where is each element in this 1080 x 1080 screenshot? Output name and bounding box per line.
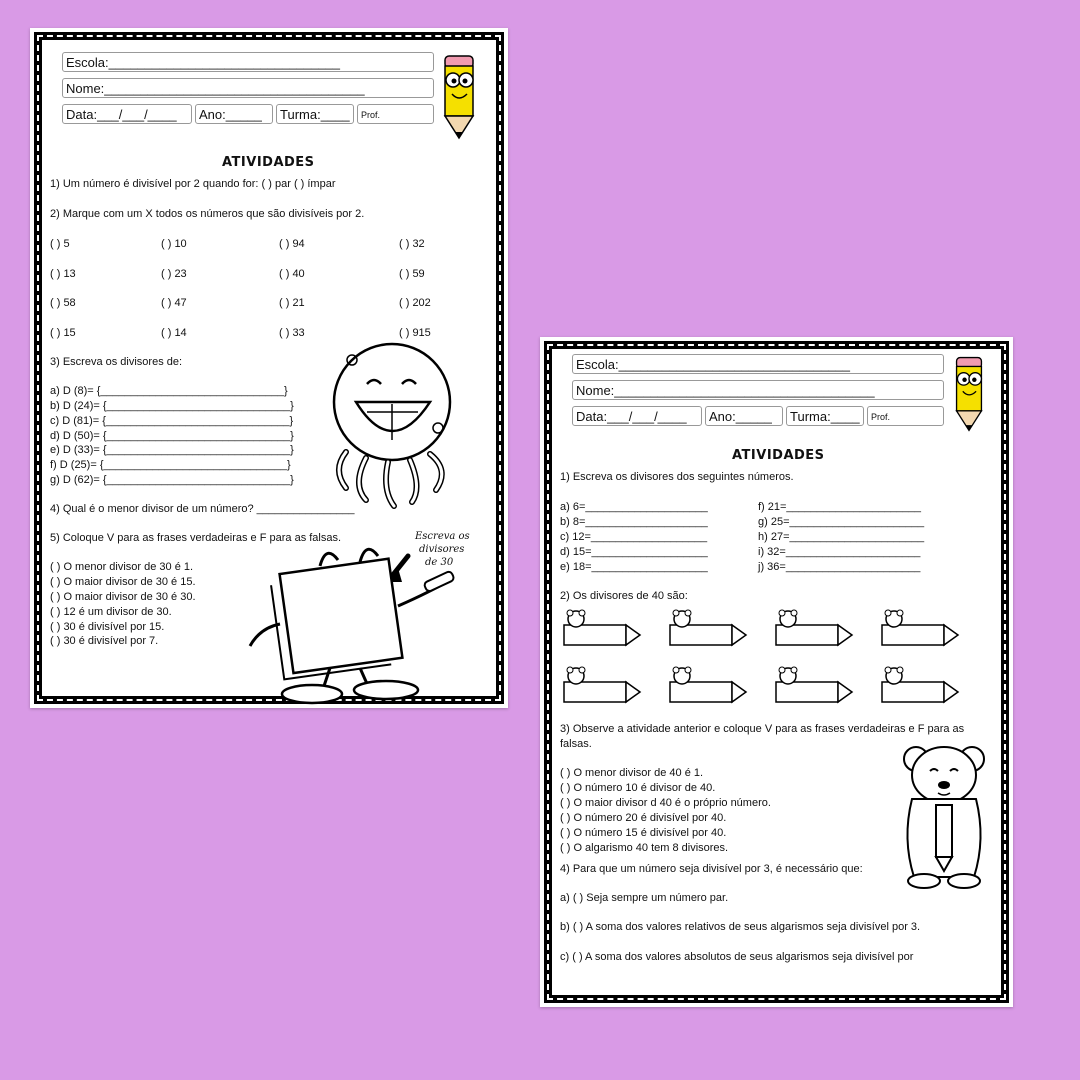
escola-field[interactable]: Escola:________________________________ — [62, 52, 434, 72]
question-4: 4) Para que um número seja divisível por 3, é necessário que: — [560, 863, 863, 875]
octopus-illustration — [332, 340, 458, 510]
grid-item[interactable]: ( ) 47 — [161, 297, 187, 309]
divisor-line[interactable]: a) 6=____________________ — [560, 501, 708, 513]
grid-item[interactable]: ( ) 32 — [399, 238, 425, 250]
data-field[interactable]: Data:___/___/____ — [62, 104, 192, 124]
question-3-line-2: falsas. — [560, 738, 592, 750]
grid-item[interactable]: ( ) 15 — [50, 327, 76, 339]
notepad-character-illustration — [240, 536, 470, 706]
grid-item[interactable]: ( ) 21 — [279, 297, 305, 309]
bear-pencil-icon[interactable] — [562, 666, 642, 708]
divisor-line[interactable]: d) D (50)= {______________________________} — [50, 430, 294, 442]
bear-pencil-icon[interactable] — [880, 609, 960, 651]
option-b[interactable]: b) ( ) A soma dos valores relativos de seus algarismos seja divisível por 3. — [560, 921, 921, 933]
worksheet-right — [540, 337, 1013, 1007]
nome-field[interactable]: Nome:____________________________________ — [572, 380, 944, 400]
callout-line-3: de 30 — [425, 557, 454, 568]
question-3: 3) Escreva os divisores de: — [50, 356, 183, 368]
grid-item[interactable]: ( ) 58 — [50, 297, 76, 309]
question-3-line-1: 3) Observe a atividade anterior e coloque V para as frases verdadeiras e F para as — [560, 723, 965, 735]
bear-pencil-icon[interactable] — [668, 666, 748, 708]
divisor-line[interactable]: j) 36=______________________ — [758, 561, 921, 573]
divisor-line[interactable]: g) D (62)= {______________________________} — [50, 474, 294, 486]
vf-statement[interactable]: ( ) 30 é divisível por 15. — [50, 621, 165, 633]
vf-statement[interactable]: ( ) O maior divisor d 40 é o próprio número. — [560, 797, 771, 809]
vf-statement[interactable]: ( ) O maior divisor de 30 é 15. — [50, 576, 196, 588]
grid-item[interactable]: ( ) 915 — [399, 327, 431, 339]
bear-pencil-icon[interactable] — [774, 666, 854, 708]
vf-statement[interactable]: ( ) 30 é divisível por 7. — [50, 635, 159, 647]
callout-line-2: divisores — [419, 544, 465, 555]
bear-pencil-icon[interactable] — [668, 609, 748, 651]
divisor-line[interactable]: i) 32=______________________ — [758, 546, 921, 558]
divisor-line[interactable]: c) 12=___________________ — [560, 531, 708, 543]
grid-item[interactable]: ( ) 5 — [50, 238, 70, 250]
divisor-line[interactable]: e) 18=___________________ — [560, 561, 708, 573]
vf-statement[interactable]: ( ) O número 20 é divisível por 40. — [560, 812, 727, 824]
vf-statement[interactable]: ( ) 12 é um divisor de 30. — [50, 606, 172, 618]
nome-field[interactable]: Nome:____________________________________ — [62, 78, 434, 98]
divisor-line[interactable]: b) D (24)= {______________________________} — [50, 400, 294, 412]
escola-field[interactable]: Escola:________________________________ — [572, 354, 944, 374]
grid-item[interactable]: ( ) 202 — [399, 297, 431, 309]
vf-statement[interactable]: ( ) O algarismo 40 tem 8 divisores. — [560, 842, 729, 854]
grid-item[interactable]: ( ) 40 — [279, 268, 305, 280]
vf-statement[interactable]: ( ) O número 10 é divisor de 40. — [560, 782, 716, 794]
divisor-line[interactable]: g) 25=______________________ — [758, 516, 925, 528]
worksheet-left-content — [44, 42, 494, 694]
bear-illustration — [898, 739, 990, 889]
vf-statement[interactable]: ( ) O número 15 é divisível por 40. — [560, 827, 727, 839]
divisor-line[interactable]: c) D (81)= {______________________________} — [50, 415, 294, 427]
pencil-mascot-icon — [437, 52, 481, 142]
question-2: 2) Os divisores de 40 são: — [560, 590, 688, 602]
grid-item[interactable]: ( ) 10 — [161, 238, 187, 250]
vf-statement[interactable]: ( ) O menor divisor de 40 é 1. — [560, 767, 704, 779]
question-5: 5) Coloque V para as frases verdadeiras e F para as falsas. — [50, 532, 342, 544]
data-field[interactable]: Data:___/___/____ — [572, 406, 702, 426]
divisor-line[interactable]: f) D (25)= {______________________________} — [50, 459, 291, 471]
bear-pencil-icon[interactable] — [774, 609, 854, 651]
callout-line-1: Escreva os — [415, 531, 470, 542]
option-a[interactable]: a) ( ) Seja sempre um número par. — [560, 892, 729, 904]
worksheet-left — [30, 28, 508, 708]
bear-pencil-icon[interactable] — [880, 666, 960, 708]
divisor-line[interactable]: d) 15=___________________ — [560, 546, 708, 558]
vf-statement[interactable]: ( ) O menor divisor de 30 é 1. — [50, 561, 194, 573]
ano-field[interactable]: Ano:_____ — [195, 104, 273, 124]
divisor-line[interactable]: b) 8=____________________ — [560, 516, 708, 528]
activities-title: ATIVIDADES — [732, 448, 825, 463]
question-2: 2) Marque com um X todos os números que são divisíveis por 2. — [50, 208, 365, 220]
question-1: 1) Escreva os divisores dos seguintes números. — [560, 471, 794, 483]
vf-statement[interactable]: ( ) O maior divisor de 30 é 30. — [50, 591, 196, 603]
divisor-line[interactable]: h) 27=______________________ — [758, 531, 925, 543]
question-1: 1) Um número é divisível por 2 quando for: ( ) par ( ) ímpar — [50, 178, 336, 190]
divisor-line[interactable]: f) 21=______________________ — [758, 501, 922, 513]
divisor-line[interactable]: a) D (8)= {______________________________} — [50, 385, 288, 397]
question-4[interactable]: 4) Qual é o menor divisor de um número? ________________ — [50, 503, 355, 515]
grid-item[interactable]: ( ) 94 — [279, 238, 305, 250]
pencil-mascot-icon — [947, 354, 991, 434]
prof-field[interactable]: Prof. — [357, 104, 434, 124]
grid-item[interactable]: ( ) 33 — [279, 327, 305, 339]
divisor-line[interactable]: e) D (33)= {______________________________} — [50, 444, 294, 456]
bear-pencil-icon[interactable] — [562, 609, 642, 651]
turma-field[interactable]: Turma:____ — [276, 104, 354, 124]
grid-item[interactable]: ( ) 23 — [161, 268, 187, 280]
worksheet-right-content — [554, 351, 999, 993]
grid-item[interactable]: ( ) 59 — [399, 268, 425, 280]
grid-item[interactable]: ( ) 13 — [50, 268, 76, 280]
ano-field[interactable]: Ano:_____ — [705, 406, 783, 426]
activities-title: ATIVIDADES — [222, 155, 315, 170]
prof-field[interactable]: Prof. — [867, 406, 944, 426]
grid-item[interactable]: ( ) 14 — [161, 327, 187, 339]
turma-field[interactable]: Turma:____ — [786, 406, 864, 426]
option-c[interactable]: c) ( ) A soma dos valores absolutos de seus algarismos seja divisível por — [560, 951, 914, 963]
